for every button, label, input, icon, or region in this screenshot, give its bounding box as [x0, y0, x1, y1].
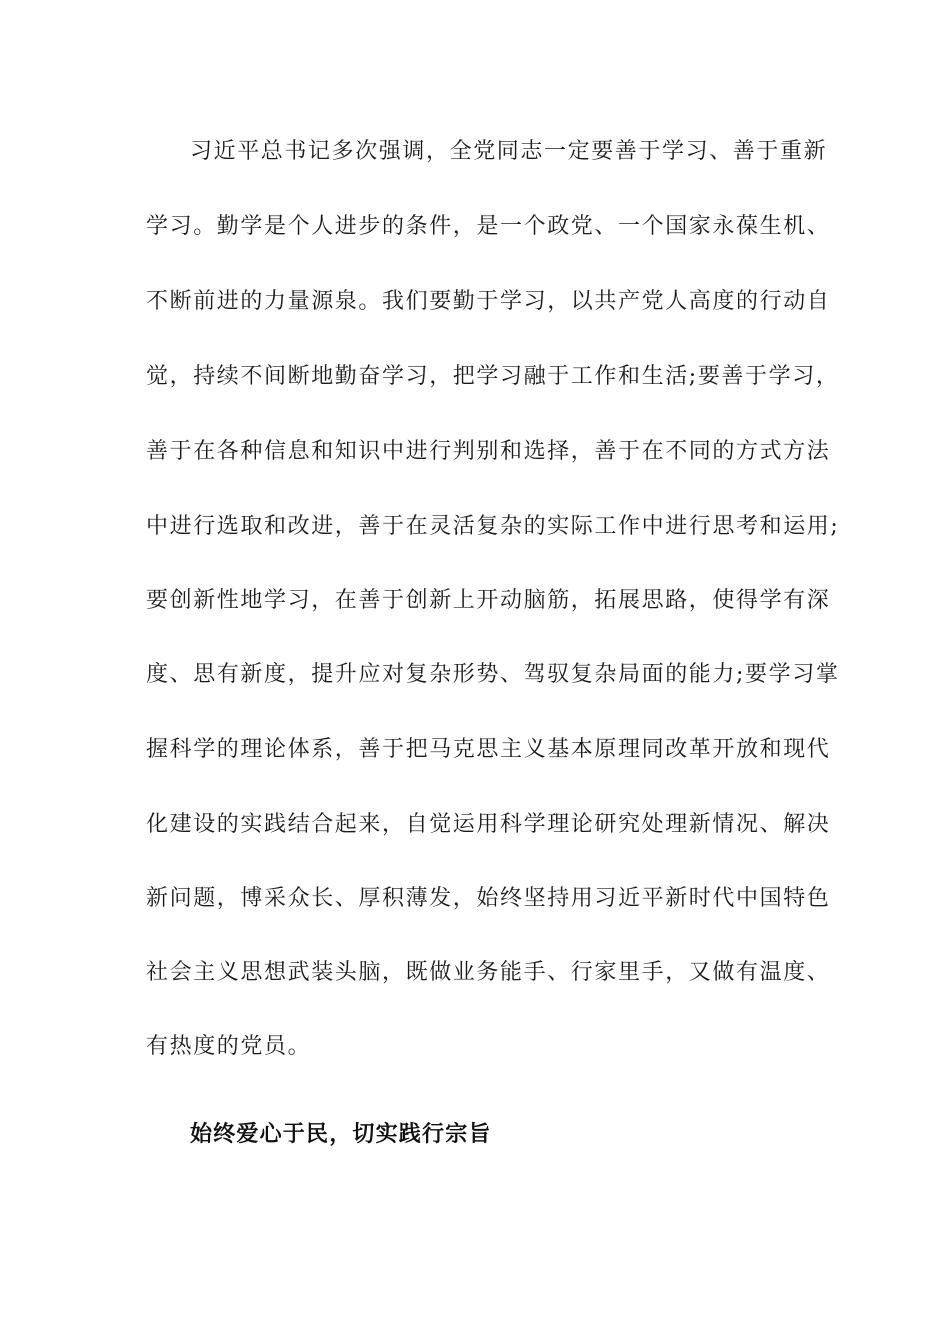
paragraph-line: 新问题，博采众长、厚积薄发，始终坚持用习近平新时代中国特色 [146, 886, 831, 911]
paragraph-line: 化建设的实践结合起来，自觉运用科学理论研究处理新情况、解决 [146, 812, 831, 837]
paragraph-line: 要创新性地学习，在善于创新上开动脑筋，拓展思路，使得学有深 [146, 588, 831, 613]
paragraph-line: 习近平总书记多次强调，全党同志一定要善于学习、善于重新 [190, 139, 828, 164]
paragraph-line: 度、思有新度，提升应对复杂形势、驾驭复杂局面的能力;要学习掌 [146, 662, 840, 687]
paragraph-line: 有热度的党员。 [146, 1034, 312, 1059]
paragraph-line: 不断前进的力量源泉。我们要勤于学习，以共产党人高度的行动自 [146, 289, 831, 314]
paragraph-line: 学习。勤学是个人进步的条件，是一个政党、一个国家永葆生机、 [146, 214, 831, 239]
section-heading: 始终爱心于民，切实践行宗旨 [190, 1122, 492, 1147]
paragraph-line: 社会主义思想武装头脑，既做业务能手、行家里手，又做有温度、 [146, 960, 831, 985]
paragraph-line: 善于在各种信息和知识中进行判别和选择，善于在不同的方式方法 [146, 439, 831, 464]
paragraph-line: 觉，持续不间断地勤奋学习，把学习融于工作和生活;要善于学习， [146, 364, 840, 389]
paragraph-line: 中进行选取和改进，善于在灵活复杂的实际工作中进行思考和运用; [146, 514, 840, 539]
paragraph-line: 握科学的理论体系，善于把马克思主义基本原理同改革开放和现代 [146, 737, 831, 762]
